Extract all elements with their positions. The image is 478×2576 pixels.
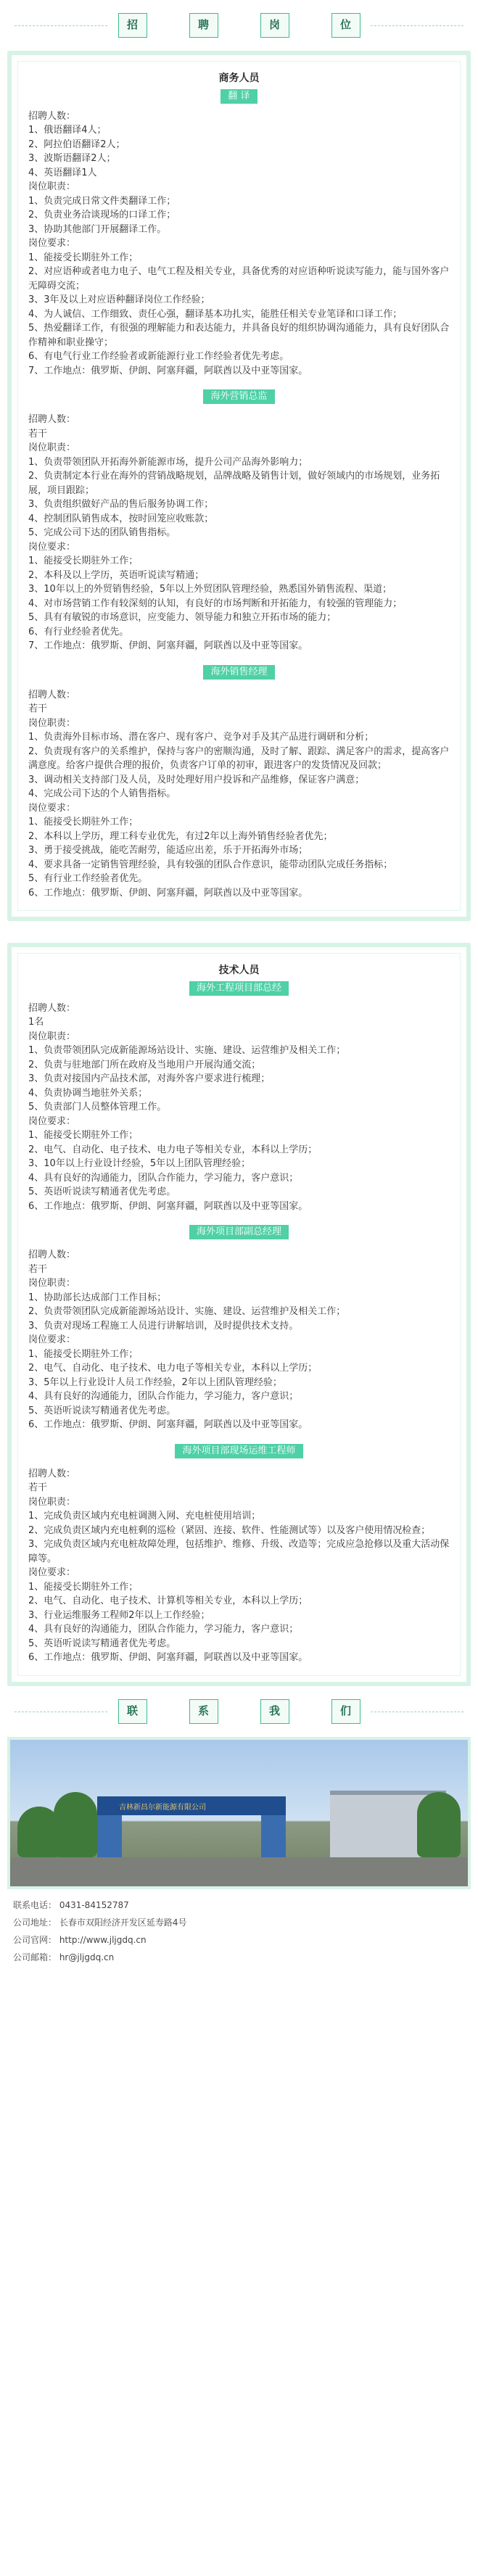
job-text-line: 2、负责带领团队完成新能源场站设计、实施、建设、运营维护及相关工作； — [28, 1306, 346, 1317]
job-text-line: 招聘人数： — [28, 1468, 76, 1479]
contact-email[interactable]: 公司邮箱： hr@jljgdq.cn — [13, 1952, 115, 1962]
header-char: 位 — [331, 13, 360, 38]
job-text-line: 6、工作地点：俄罗斯、伊朗、阿塞拜疆，阿联酋以及中亚等国家。 — [28, 887, 308, 899]
recruit-header — [0, 0, 478, 51]
job-badge-director: 海外营销总监 — [203, 389, 274, 404]
job-text-line: 4、英语翻译1人 — [28, 167, 97, 178]
header-char: 系 — [189, 1699, 218, 1724]
job-text-line: 4、对市场营销工作有较深刻的认知，有良好的市场判断和开拓能力，有较强的管理能力； — [28, 598, 403, 609]
job-text-line: 7、工作地点：俄罗斯、伊朗、阿塞拜疆，阿联酋以及中亚等国家。 — [28, 640, 308, 651]
job-text-line: 岗位职责： — [28, 442, 76, 453]
job-text-line: 1、俄语翻译4人； — [28, 125, 107, 136]
job-text-line: 1、能接受长期驻外工作； — [28, 1581, 139, 1593]
job-text-line: 1、负责完成日常文件类翻译工作； — [28, 195, 176, 207]
job-engineer — [28, 1467, 450, 1665]
job-text-line: 若干 — [28, 428, 48, 439]
job-text-line: 若干 — [28, 1482, 48, 1493]
job-text-line: 7、工作地点：俄罗斯、伊朗、阿塞拜疆，阿联酋以及中亚等国家。 — [28, 365, 308, 376]
job-manager — [28, 688, 450, 901]
job-text-line: 5、英语听说读写精通者优先考虑。 — [28, 1638, 176, 1649]
job-badge-pm: 海外工程项目部总经 — [189, 981, 289, 996]
job-text-line: 4、负责协调当地驻外关系； — [28, 1087, 148, 1099]
job-text-line: 2、本科以上学历，理工科专业优先，有过2年以上海外销售经验者优先； — [28, 830, 333, 842]
job-text-line: 1、能接受长期驻外工作； — [28, 817, 139, 827]
job-text-line: 岗位职责： — [28, 1496, 76, 1508]
job-text-line: 4、控制团队销售成本，按时回笼应收账款； — [28, 513, 214, 524]
job-text-line: 3、完成负责区域内充电桩故障处理，包括维护、维修、升级、改造等；完成应急抢修以及重大活动保障等。 — [28, 1539, 450, 1564]
job-text-line: 岗位职责： — [28, 717, 76, 729]
contact-website[interactable]: 公司官网： http://www.jljgdq.cn — [13, 1934, 147, 1945]
job-text-line: 4、具有良好的沟通能力，团队合作能力，学习能力，客户意识； — [28, 1172, 299, 1184]
job-text-line: 2、电气、自动化、电子技术、计算机等相关专业，本科以上学历； — [28, 1595, 308, 1606]
job-text-line: 6、工作地点：俄罗斯、伊朗、阿塞拜疆，阿联酋以及中亚等国家。 — [28, 1419, 308, 1430]
job-text-line: 4、具有良好的沟通能力，团队合作能力，学习能力，客户意识； — [28, 1624, 299, 1635]
job-text-line: 6、有行业经验者优先。 — [28, 626, 129, 637]
job-text-line: 5、英语听说读写精通者优先考虑。 — [28, 1186, 176, 1197]
job-text-line: 2、完成负责区域内充电桩剩的巡检（紧固、连接、软件、性能测试等）以及客户使用情况检查； — [28, 1524, 431, 1536]
job-text-line: 3、调动相关支持部门及人员，及时处理好用户投诉和产品维修，保证客户满意； — [28, 774, 365, 785]
job-text-line: 岗位要求： — [28, 238, 76, 249]
job-text-line: 3、协助其他部门开展翻译工作。 — [28, 223, 167, 235]
header-char: 我 — [260, 1699, 289, 1724]
job-text-line: 若干 — [28, 703, 48, 714]
job-text-line: 3、负责对接国内产品技术部，对海外客户要求进行梳理； — [28, 1073, 271, 1084]
job-badge-translator: 翻 译 — [221, 89, 257, 104]
contact-address: 公司地址： 长春市双阳经济开发区延寿路4号 — [13, 1917, 187, 1928]
business-section — [7, 51, 471, 921]
header-char: 们 — [331, 1699, 360, 1724]
job-text-line: 岗位要求： — [28, 1115, 76, 1127]
job-text-line: 2、阿拉伯语翻译2人； — [28, 139, 125, 150]
job-text-line: 招聘人数： — [28, 414, 76, 425]
job-text-line: 6、有电气行业工作经验者或新能源行业工作经验者优先考虑。 — [28, 351, 289, 362]
header-char: 招 — [118, 13, 147, 38]
job-text-line: 2、电气、自动化、电子技术、电力电子等相关专业，本科以上学历； — [28, 1363, 318, 1374]
job-text-line: 2、本科及以上学历，英语听说读写精通； — [28, 569, 205, 581]
job-text-line: 2、负责业务洽谈现场的口译工作； — [28, 210, 176, 220]
job-text-line: 4、完成公司下达的个人销售指标。 — [28, 788, 176, 799]
job-text-line: 3、负责对现场工程施工人员进行讲解培训，及时提供技术支持。 — [28, 1320, 299, 1332]
header-char: 聘 — [189, 13, 218, 38]
job-text-line: 4、为人诚信、工作细致、责任心强，翻译基本功扎实，能胜任相关专业笔译和口译工作； — [28, 308, 403, 320]
job-text-line: 5、负责部门人员整体管理工作。 — [28, 1102, 167, 1112]
job-director — [28, 413, 450, 653]
job-text-line: 3、10年以上行业设计经验，5年以上团队管理经验； — [28, 1158, 251, 1169]
job-text-line: 4、具有良好的沟通能力，团队合作能力，学习能力，客户意识； — [28, 1391, 299, 1402]
technical-section — [7, 943, 471, 1686]
job-text-line: 1、能接受长期驻外工作； — [28, 556, 139, 566]
job-text-line: 2、电气、自动化、电子技术、电力电子等相关专业，本科以上学历； — [28, 1144, 318, 1155]
job-text-line: 若干 — [28, 1263, 48, 1275]
technical-title: 技术人员 — [218, 965, 260, 976]
job-pm — [28, 1002, 450, 1214]
contact-header — [0, 1686, 478, 1737]
job-badge-engineer: 海外项目部现场运维工程师 — [175, 1444, 302, 1458]
job-text-line: 1名 — [28, 1017, 44, 1028]
header-char: 岗 — [260, 13, 289, 38]
job-text-line: 1、能接受长期驻外工作； — [28, 1348, 139, 1360]
job-text-line: 5、热爱翻译工作，有很强的理解能力和表达能力，并具备良好的组织协调沟通能力，具有良好团队合作精神和职业操守； — [28, 323, 450, 348]
job-text-line: 3、3年及以上对应语种翻译岗位工作经验； — [28, 294, 210, 305]
job-text-line: 1、能接受长期驻外工作； — [28, 1130, 139, 1141]
contact-phone: 联系电话： 0431-84152787 — [13, 1899, 129, 1910]
job-badge-dm: 海外项目部副总经理 — [189, 1225, 289, 1239]
job-text-line: 岗位职责： — [28, 1031, 76, 1042]
job-text-line: 1、能接受长期驻外工作； — [28, 252, 139, 263]
contact-info — [0, 1889, 478, 1981]
job-translator — [28, 110, 450, 379]
header-char: 联 — [118, 1699, 147, 1724]
job-text-line: 招聘人数： — [28, 1002, 76, 1014]
job-text-line: 2、负责与驻地部门所在政府及当地用户开展沟通交流； — [28, 1059, 261, 1070]
job-text-line: 岗位要求： — [28, 1567, 76, 1578]
job-text-line: 岗位要求： — [28, 802, 76, 814]
job-text-line: 2、负责现有客户的关系维护，保持与客户的密顺沟通，及时了解、跟踪、满足客户的需求，提高客户满意度。给客户提供合理的报价，负责客户订单的初审，跟进客户的发货情况及回款； — [28, 746, 450, 771]
job-text-line: 1、完成负责区域内充电桩调测入网、充电桩使用培训； — [28, 1511, 261, 1522]
company-gate-photo — [7, 1737, 471, 1889]
job-text-line: 1、协助部长达成部门工作目标； — [28, 1292, 167, 1303]
business-title: 商务人员 — [218, 73, 260, 84]
job-text-line: 5、有行业工作经验者优先。 — [28, 873, 148, 884]
job-text-line: 3、波斯语翻译2人； — [28, 153, 116, 164]
job-text-line: 1、负责海外目标市场、潜在客户、现有客户、竞争对手及其产品进行调研和分析； — [28, 732, 374, 743]
job-text-line: 5、英语听说读写精通者优先考虑。 — [28, 1405, 176, 1416]
job-text-line: 4、要求具备一定销售管理经验，具有较强的团队合作意识，能带动团队完成任务指标； — [28, 859, 393, 870]
job-text-line: 6、工作地点：俄罗斯、伊朗、阿塞拜疆，阿联酋以及中亚等国家。 — [28, 1652, 308, 1663]
job-text-line: 2、对应语种或者电力电子、电气工程及相关专业，具备优秀的对应语种听说读写能力，能与国外客户无障碍交流； — [28, 266, 450, 292]
job-text-line: 3、10年以上的外贸销售经验，5年以上外贸团队管理经验，熟悉国外销售流程、渠道； — [28, 584, 392, 595]
job-text-line: 3、负责组织做好产品的售后服务协调工作； — [28, 499, 214, 510]
job-text-line: 3、勇于接受挑战，能吃苦耐劳，能适应出差，乐于开拓海外市场； — [28, 845, 308, 856]
job-dm — [28, 1248, 450, 1432]
job-text-line: 岗位要求： — [28, 541, 76, 553]
job-text-line: 2、负责制定本行业在海外的营销战略规划，品牌战略及销售计划，做好领域内的市场规划，业务拓展，项目跟踪； — [28, 471, 440, 496]
job-text-line: 3、5年以上行业设计人员工作经验，2年以上团队管理经验； — [28, 1376, 282, 1388]
job-text-line: 招聘人数： — [28, 1250, 76, 1260]
job-text-line: 招聘人数： — [28, 110, 76, 122]
job-text-line: 1、负责带领团队完成新能源场站设计、实施、建设、运营维护及相关工作； — [28, 1045, 346, 1056]
job-text-line: 5、具有有敏锐的市场意识，应变能力、领导能力和独立开拓市场的能力； — [28, 612, 337, 623]
job-text-line: 岗位要求： — [28, 1334, 76, 1345]
gate-sign: 吉林新昌尔新能源有限公司 — [119, 1803, 206, 1812]
job-badge-manager: 海外销售经理 — [203, 665, 274, 680]
job-text-line: 3、行业运维服务工程师2年以上工作经验； — [28, 1609, 210, 1621]
job-text-line: 岗位职责： — [28, 1278, 76, 1289]
job-text-line: 岗位职责： — [28, 181, 76, 192]
job-text-line: 6、工作地点：俄罗斯、伊朗、阿塞拜疆，阿联酋以及中亚等国家。 — [28, 1200, 308, 1212]
job-text-line: 招聘人数： — [28, 689, 76, 701]
job-text-line: 1、负责带领团队开拓海外新能源市场，提升公司产品海外影响力； — [28, 456, 308, 468]
job-text-line: 5、完成公司下达的团队销售指标。 — [28, 527, 176, 538]
